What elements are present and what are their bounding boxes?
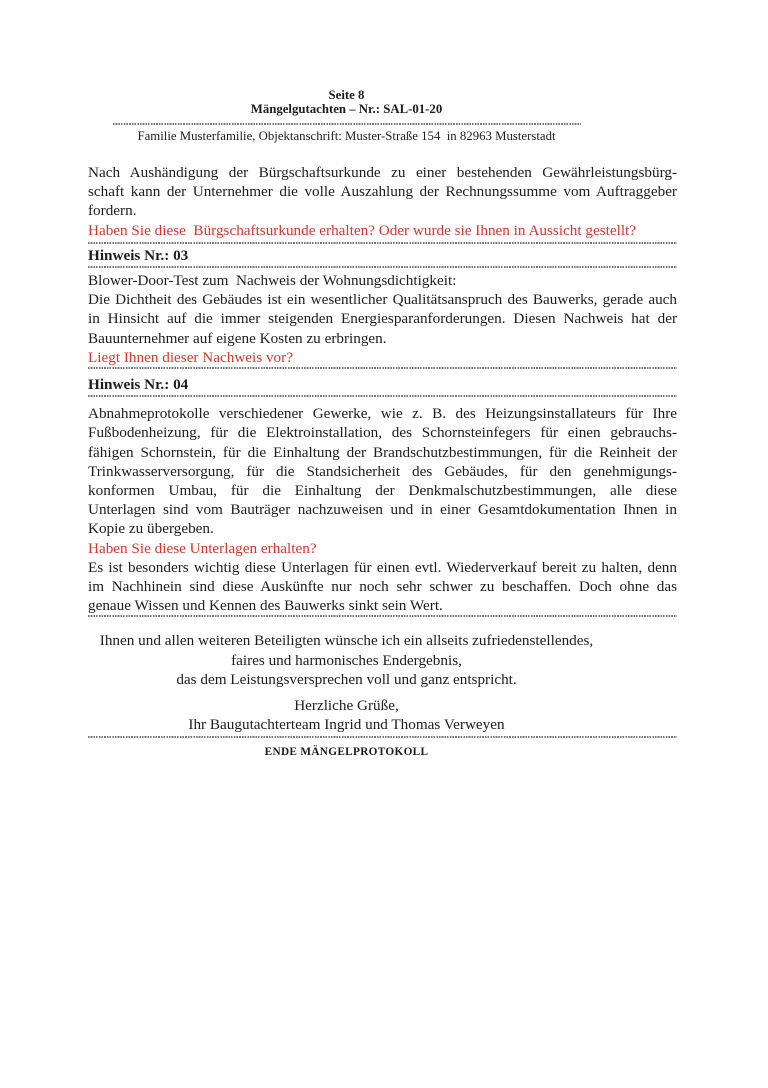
closing-wish-line: Ihnen und allen weiteren Beteiligten wünsche ich ein allseits zufriedenstellendes, <box>99 632 594 650</box>
hinweis-03-line: Die Dichtheit des Gebäudes ist ein wesentlicher Qualitätsanspruch des Bauwerks, gerade auch <box>88 291 677 309</box>
hinweis-04-line: Trinkwasserversorgung, für die Standsicherheit des Gebäudes, für den genehmigungs- <box>88 462 677 480</box>
signoff-line: Ihr Baugutachterteam Ingrid und Thomas Verweyen <box>188 716 505 734</box>
address-line: Familie Musterfamilie, Objektanschrift: Muster-Straße 154 in 82963 Musterstadt <box>137 129 556 143</box>
section-divider <box>88 367 677 369</box>
hinweis-04-line: konformen Umbau, für die Einhaltung der Denkmalschutzbestimmungen, alle diese <box>88 482 677 500</box>
hinweis-03-line: Blower-Door-Test zum Nachweis der Wohnungsdichtigkeit: <box>88 272 457 290</box>
hinweis-03-heading: Hinweis Nr.: 03 <box>88 246 189 264</box>
hinweis-04-paragraph <box>88 404 677 615</box>
page-number: Seite 8 <box>328 88 365 102</box>
intro-line: fordern. <box>88 202 137 220</box>
closing-wish-line: das dem Leistungsversprechen voll und ganz entspricht. <box>176 670 517 688</box>
question-line: Haben Sie diese Unterlagen erhalten? <box>88 539 317 557</box>
hinweis-04-heading: Hinweis Nr.: 04 <box>88 376 189 394</box>
document-header <box>88 88 605 144</box>
document-body <box>88 163 677 763</box>
intro-line: schaft kann der Unternehmer die volle Auszahlung der Rechnungssumme vom Auftraggeber <box>88 183 677 201</box>
hinweis-03-paragraph <box>88 271 677 367</box>
hinweis-03-line: Bauunternehmer auf eigene Kosten zu erbringen. <box>88 329 387 347</box>
intro-line: Nach Aushändigung der Bürgschaftsurkunde zu einer bestehenden Gewährleistungsbürg- <box>88 164 677 181</box>
footer-divider <box>88 736 677 738</box>
hinweis-04-followup-line: im Nachhinein sind diese Auskünfte nur noch sehr schwer zu beschaffen. Doch ohne das <box>88 578 677 596</box>
hinweis-04-line: Kopie zu übergeben. <box>88 520 214 538</box>
section-divider <box>88 266 677 268</box>
hinweis-04-line: fähigen Schornstein, für die Einhaltung der Brandschutzbestimmungen, für die Reinheit der <box>88 443 677 461</box>
hinweis-04-followup-line: Es ist besonders wichtig diese Unterlagen für einen evtl. Wiederverkauf bereit zu halten, denn <box>88 558 677 576</box>
hinweis-04-line: Fußbodenheizung, für die Elektroinstallation, des Schornsteinfegers für einen gebrauchs- <box>88 424 677 442</box>
document-content <box>88 88 677 763</box>
signoff-line: Herzliche Grüße, <box>294 697 399 715</box>
section-divider <box>88 615 677 617</box>
header-divider <box>113 123 581 125</box>
signoff-block <box>88 696 605 734</box>
section-divider <box>88 242 677 244</box>
closing-wish <box>88 631 605 689</box>
hinweis-04-followup-line: genaue Wissen und Kennen des Bauwerks sinkt sein Wert. <box>88 597 443 615</box>
end-of-protocol-label: ENDE MÄNGELPROTOKOLL <box>264 746 429 759</box>
question-line: Liegt Ihnen dieser Nachweis vor? <box>88 348 293 366</box>
question-line: Haben Sie diese Bürgschaftsurkunde erhalten? Oder wurde sie Ihnen in Aussicht gestellt? <box>88 221 637 239</box>
intro-paragraph <box>88 163 677 240</box>
section-divider <box>88 395 677 397</box>
document-title: Mängelgutachten – Nr.: SAL-01-20 <box>250 102 443 116</box>
hinweis-04-line: Abnahmeprotokolle verschiedener Gewerke, wie z. B. des Heizungsinstallateurs für Ihre <box>88 405 677 423</box>
hinweis-04-line: Unterlagen sind vom Bauträger nachzuweisen und in einer Gesamtdokumentation Ihnen in <box>88 501 677 519</box>
hinweis-03-line: in Hinsicht auf die immer steigenden Energiesparanforderungen. Diesen Nachweis hat der <box>88 310 677 328</box>
closing-wish-line: faires und harmonisches Endergebnis, <box>231 651 462 669</box>
